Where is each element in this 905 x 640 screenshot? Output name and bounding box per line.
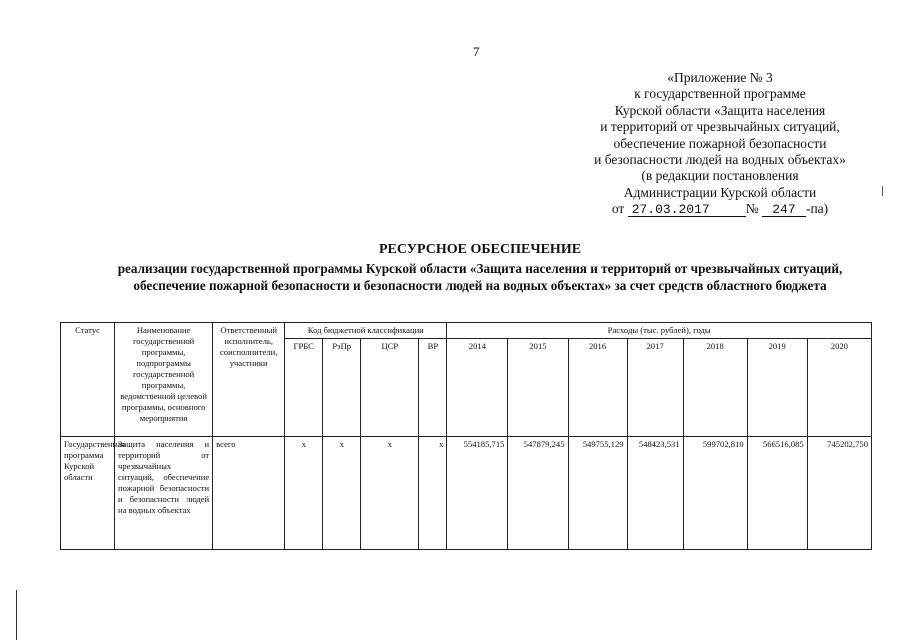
cell-value: 745202,750 <box>807 437 871 550</box>
number-prefix: № <box>745 201 759 217</box>
cell-code: x <box>419 437 447 550</box>
appendix-line: обеспечение пожарной безопасности <box>613 135 827 151</box>
header-year: 2015 <box>508 339 568 437</box>
appendix-line: к государственной программе <box>634 86 806 102</box>
scan-margin-line <box>16 590 17 640</box>
scan-margin-mark <box>882 186 883 196</box>
cell-value: 549755,129 <box>568 437 627 550</box>
cell-value: 547879,245 <box>508 437 568 550</box>
date-prefix: от <box>611 201 625 217</box>
header-executor: Ответственный исполнитель, соисполнители, участники <box>213 323 285 437</box>
header-year: 2019 <box>747 339 807 437</box>
page-number: 7 <box>473 44 480 59</box>
number-suffix: -па) <box>805 201 829 217</box>
document-subtitle: реализации государственной программы Курской области «Защита населения и территорий от чрезвычайных ситуаций, обеспечение пожарной безопасности и безопасности людей на водных объектах» за счет средств областного бюджета <box>117 261 843 293</box>
header-code-vr: ВР <box>419 339 447 437</box>
appendix-line: Администрации Курской области <box>623 184 817 200</box>
appendix-line: и территорий от чрезвычайных ситуаций, <box>600 119 840 135</box>
decree-date-line <box>560 201 880 217</box>
cell-status: Государственная программа Курской области <box>61 437 115 550</box>
decree-date: 27.03.2017 <box>628 203 746 217</box>
header-code-rzpr: РзПр <box>323 339 361 437</box>
appendix-block <box>560 70 880 218</box>
header-year: 2020 <box>807 339 871 437</box>
appendix-line: «Приложение № 3 <box>667 70 773 85</box>
header-code-csr: ЦСР <box>361 339 419 437</box>
header-year: 2017 <box>627 339 683 437</box>
header-year: 2014 <box>447 339 508 437</box>
header-name: Наименование государственной программы, подпрограммы государственной программы, ведомственной целевой программы, основного мероприятия <box>115 323 213 437</box>
header-year: 2016 <box>568 339 627 437</box>
cell-code: x <box>323 437 361 550</box>
cell-value: 566516,085 <box>747 437 807 550</box>
header-code-grbs: ГРБС <box>285 339 323 437</box>
header-year: 2018 <box>683 339 747 437</box>
document-title: РЕСУРСНОЕ ОБЕСПЕЧЕНИЕ <box>378 242 582 257</box>
cell-value: 599702,810 <box>683 437 747 550</box>
header-status: Статус <box>61 323 115 437</box>
cell-name: Защита населения и территорий от чрезвычайных ситуаций, обеспечение пожарной безопасности и безопасности людей на водных объектах <box>115 437 213 550</box>
appendix-line: и безопасности людей на водных объектах» <box>594 152 846 168</box>
table-row <box>61 437 872 550</box>
cell-value: 548423,531 <box>627 437 683 550</box>
cell-code: x <box>361 437 419 550</box>
cell-executor: всего <box>213 437 285 550</box>
decree-number: 247 <box>762 203 806 217</box>
header-budget-code: Код бюджетной классификации <box>285 323 447 339</box>
header-expenses: Расходы (тыс. рублей), годы <box>447 323 872 339</box>
appendix-line: (в редакции постановления <box>641 168 799 184</box>
appendix-line: Курской области «Защита населения <box>614 102 826 118</box>
resource-table <box>60 322 872 550</box>
cell-value: 554185,715 <box>447 437 508 550</box>
cell-code: x <box>285 437 323 550</box>
